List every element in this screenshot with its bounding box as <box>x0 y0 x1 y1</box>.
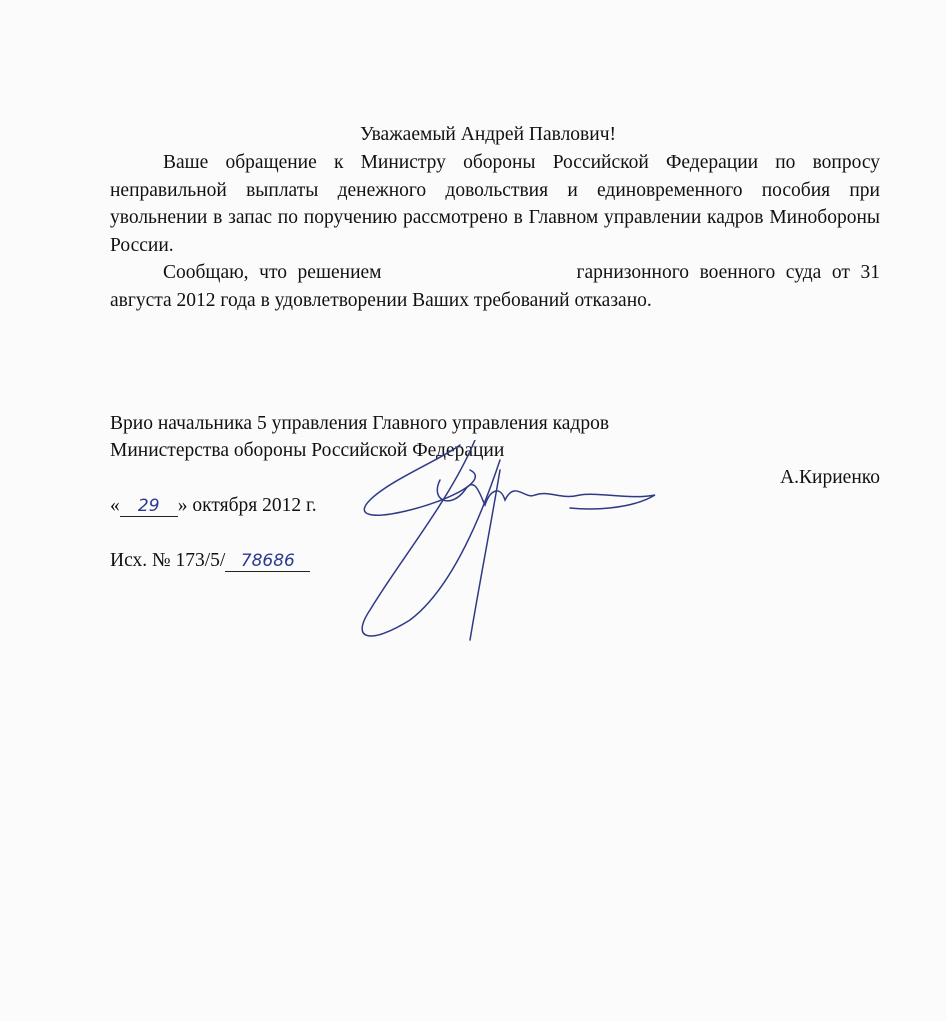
greeting: Уважаемый Андрей Павлович! <box>359 124 616 145</box>
date <box>110 495 317 517</box>
signatory-line-1: Врио начальника 5 управления Главного управления кадров <box>110 413 610 434</box>
paragraph-2 <box>110 259 880 314</box>
reference-number-handwritten: 78686 <box>225 551 310 572</box>
signatory-line-2: Министерства обороны Российской Федерации <box>110 440 505 461</box>
signature-image <box>330 440 670 650</box>
reference-number <box>110 550 310 572</box>
paragraph-2-end: гарнизонного военного суда от 31 августа 2012 года в удовлетворении Ваших требований отказано. <box>110 262 880 311</box>
paragraph-1 <box>110 149 880 259</box>
date-day-handwritten: 29 <box>120 496 178 517</box>
reference-prefix: Исх. № 173/5/ <box>110 550 226 571</box>
signatory-name: А.Кириенко <box>780 467 880 488</box>
date-rest: » октября 2012 г. <box>177 495 317 516</box>
date-quote: « <box>110 495 120 516</box>
paragraph-1-text: Ваше обращение к Министру обороны Российской Федерации по вопросу неправильной выплаты денежного довольствия и единовременного пособия при увольнении в запас по поручению рассмотрено в Главном управлении кадров Минобороны России. <box>110 152 880 256</box>
paragraph-2-start: Сообщаю, что решением <box>163 262 382 283</box>
